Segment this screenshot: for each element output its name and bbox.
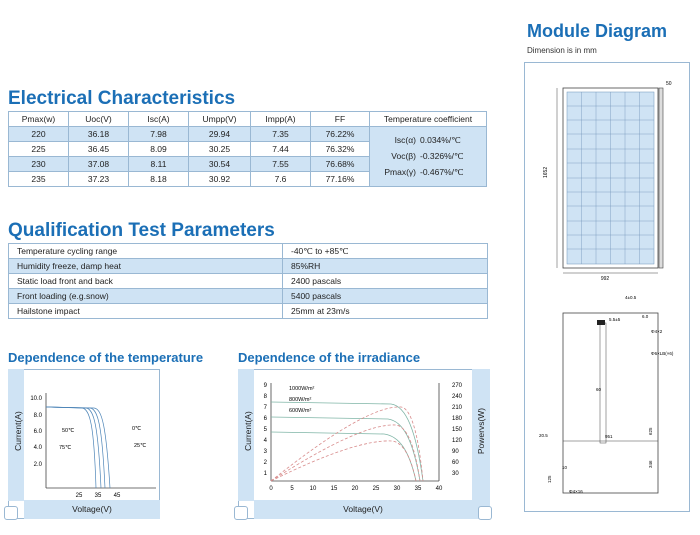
y-tick: 2 bbox=[263, 460, 267, 466]
coefficient-value: -0.467%/℃ bbox=[420, 167, 464, 177]
y2-tick: 90 bbox=[452, 449, 459, 455]
x-tick: 30 bbox=[393, 486, 401, 492]
module-back-frame bbox=[563, 313, 658, 493]
cell: 7.35 bbox=[251, 127, 311, 142]
param-value: 5400 pascals bbox=[283, 289, 488, 304]
irr-chart-y2label: Powervs(W) bbox=[476, 407, 486, 455]
y-tick: 4 bbox=[263, 438, 267, 444]
table-row bbox=[9, 274, 488, 289]
y-tick: 9 bbox=[263, 383, 267, 389]
module-title: Module Diagram bbox=[527, 21, 668, 41]
module-subtitle: Dimension is in mm bbox=[527, 46, 597, 55]
coefficient-label: Pmax(γ) bbox=[384, 167, 416, 177]
curve-label: 0℃ bbox=[132, 426, 142, 432]
x-tick: 35 bbox=[94, 493, 102, 499]
dim-label: 125 bbox=[547, 475, 552, 483]
cell: 77.16% bbox=[311, 172, 370, 187]
dim-label: 5.5±5 bbox=[609, 317, 621, 322]
x-tick: 40 bbox=[435, 486, 443, 492]
x-tick: 20 bbox=[351, 486, 359, 492]
param-name: Hailstone impact bbox=[9, 304, 283, 319]
curve-label: 800W/m² bbox=[289, 397, 312, 403]
dim-label: Φ4×16 bbox=[569, 489, 583, 494]
cell: 220 bbox=[9, 127, 69, 142]
cell: 7.55 bbox=[251, 157, 311, 172]
col-header: FF bbox=[311, 112, 370, 127]
dim-label: Φ4×2 bbox=[651, 329, 663, 334]
dim-width: 992 bbox=[600, 276, 610, 282]
param-name: Temperature cycling range bbox=[9, 244, 283, 259]
cell: 7.6 bbox=[251, 172, 311, 187]
cell: 8.09 bbox=[129, 142, 189, 157]
table-row bbox=[9, 304, 488, 319]
curve-label: 600W/m² bbox=[289, 408, 312, 414]
dim-label: Φ6×LB(×6) bbox=[651, 351, 674, 356]
cell: 76.32% bbox=[311, 142, 370, 157]
x-tick: 5 bbox=[290, 486, 294, 492]
curve-label: 25℃ bbox=[134, 443, 147, 449]
cell: 37.08 bbox=[69, 157, 129, 172]
y-tick: 2.0 bbox=[33, 462, 42, 468]
coefficient-row bbox=[370, 164, 486, 180]
cell: 37.23 bbox=[69, 172, 129, 187]
table-row bbox=[9, 172, 370, 187]
curve-25 bbox=[46, 407, 105, 488]
cell: 76.22% bbox=[311, 127, 370, 142]
table-row bbox=[9, 157, 370, 172]
y-tick: 7 bbox=[263, 405, 267, 411]
y2-tick: 60 bbox=[452, 460, 459, 466]
y-tick: 5 bbox=[263, 427, 267, 433]
irr-chart-ylabel: Current(A) bbox=[243, 411, 253, 451]
y2-tick: 240 bbox=[452, 394, 463, 400]
cell: 7.98 bbox=[129, 127, 189, 142]
cell: 230 bbox=[9, 157, 69, 172]
temp-chart-xlabel: Voltage(V) bbox=[72, 504, 112, 514]
cell: 36.18 bbox=[69, 127, 129, 142]
coefficient-value: 0.034%/℃ bbox=[420, 135, 461, 145]
y2-tick: 270 bbox=[452, 383, 463, 389]
module-drawing bbox=[525, 63, 689, 511]
irr-chart-scroll-handle-right[interactable] bbox=[478, 506, 492, 520]
col-header: Isc(A) bbox=[129, 112, 189, 127]
cell: 7.44 bbox=[251, 142, 311, 157]
x-tick: 10 bbox=[309, 486, 317, 492]
dim-label: 10 bbox=[562, 465, 568, 470]
iv-curve-800 bbox=[271, 417, 420, 481]
dim-label: 346 bbox=[648, 460, 653, 468]
module-side bbox=[659, 88, 663, 268]
param-name: Front loading (e.g.snow) bbox=[9, 289, 283, 304]
param-value: 25mm at 23m/s bbox=[283, 304, 488, 319]
table-row bbox=[9, 259, 488, 274]
x-tick: 25 bbox=[372, 486, 380, 492]
y2-tick: 30 bbox=[452, 471, 459, 477]
coefficient-value: -0.326%/℃ bbox=[420, 151, 464, 161]
y-tick: 6 bbox=[263, 416, 267, 422]
table-row bbox=[9, 127, 370, 142]
temperature-coefficient-box bbox=[369, 111, 487, 187]
curve-50 bbox=[46, 407, 101, 488]
y-tick: 3 bbox=[263, 449, 267, 455]
cell: 235 bbox=[9, 172, 69, 187]
irr-chart-scroll-handle[interactable] bbox=[234, 506, 248, 520]
cell: 29.94 bbox=[189, 127, 251, 142]
x-tick: 45 bbox=[113, 493, 121, 499]
irr-chart-xlabel: Voltage(V) bbox=[343, 504, 383, 514]
curve-label: 75℃ bbox=[59, 445, 72, 451]
y-tick: 6.0 bbox=[33, 429, 42, 435]
table-header-row bbox=[9, 112, 370, 127]
table-row bbox=[9, 142, 370, 157]
coefficient-row bbox=[370, 148, 486, 164]
power-curve-600 bbox=[271, 441, 416, 481]
y-tick: 8.0 bbox=[33, 413, 42, 419]
y-tick: 4.0 bbox=[33, 445, 42, 451]
electrical-title: Electrical Characteristics bbox=[8, 88, 236, 109]
cell: 36.45 bbox=[69, 142, 129, 157]
y2-tick: 210 bbox=[452, 405, 463, 411]
curve-label: 50℃ bbox=[62, 428, 75, 434]
temperature-coefficient-header: Temperature coefficient bbox=[370, 112, 486, 127]
col-header: Uoc(V) bbox=[69, 112, 129, 127]
y2-tick: 120 bbox=[452, 438, 463, 444]
y2-tick: 150 bbox=[452, 427, 463, 433]
x-tick: 0 bbox=[269, 486, 273, 492]
table-row bbox=[9, 289, 488, 304]
cell: 8.11 bbox=[129, 157, 189, 172]
junction-box bbox=[597, 320, 605, 325]
param-value: 85%RH bbox=[283, 259, 488, 274]
qualification-title: Qualification Test Parameters bbox=[8, 220, 275, 241]
col-header: Umpp(V) bbox=[189, 112, 251, 127]
y-tick: 10.0 bbox=[30, 396, 42, 402]
temp-chart-plot bbox=[24, 385, 159, 500]
dim-label: 4±0.5 bbox=[625, 295, 637, 300]
y2-tick: 180 bbox=[452, 416, 463, 422]
cell: 30.54 bbox=[189, 157, 251, 172]
dim-label: 625 bbox=[648, 427, 653, 435]
coefficient-label: Voc(β) bbox=[391, 151, 416, 161]
coefficient-row bbox=[370, 132, 486, 148]
electrical-table bbox=[8, 111, 370, 187]
col-header: Impp(A) bbox=[251, 112, 311, 127]
qualification-table bbox=[8, 243, 488, 319]
dim-height: 1652 bbox=[543, 166, 549, 178]
x-tick: 25 bbox=[75, 493, 83, 499]
param-value: 2400 pascals bbox=[283, 274, 488, 289]
x-tick: 35 bbox=[414, 486, 422, 492]
cell: 76.68% bbox=[311, 157, 370, 172]
dim-label: 951 bbox=[605, 434, 613, 439]
coefficient-label: Isc(α) bbox=[394, 135, 416, 145]
dim-label: 60 bbox=[596, 387, 602, 392]
y-tick: 1 bbox=[263, 471, 267, 477]
iv-curve-600 bbox=[271, 432, 416, 481]
irr-chart-plot bbox=[256, 375, 471, 500]
cell: 30.25 bbox=[189, 142, 251, 157]
table-row bbox=[9, 244, 488, 259]
x-tick: 15 bbox=[330, 486, 338, 492]
dim-label: 6.0 bbox=[642, 314, 649, 319]
temp-chart-ylabel: Current(A) bbox=[13, 411, 23, 451]
param-value: -40℃ to +85℃ bbox=[283, 244, 488, 259]
dim-depth: 50 bbox=[666, 81, 672, 87]
temp-chart-scroll-handle[interactable] bbox=[4, 506, 18, 520]
cell: 30.92 bbox=[189, 172, 251, 187]
param-name: Static load front and back bbox=[9, 274, 283, 289]
dim-label: 20.5 bbox=[539, 433, 548, 438]
irr-chart-title: Dependence of the irradiance bbox=[238, 350, 421, 365]
cell: 225 bbox=[9, 142, 69, 157]
temp-chart-title: Dependence of the temperature bbox=[8, 350, 204, 365]
col-header: Pmax(w) bbox=[9, 112, 69, 127]
curve-label: 1000W/m² bbox=[289, 386, 315, 392]
y-tick: 8 bbox=[263, 394, 267, 400]
param-name: Humidity freeze, damp heat bbox=[9, 259, 283, 274]
cell: 8.18 bbox=[129, 172, 189, 187]
